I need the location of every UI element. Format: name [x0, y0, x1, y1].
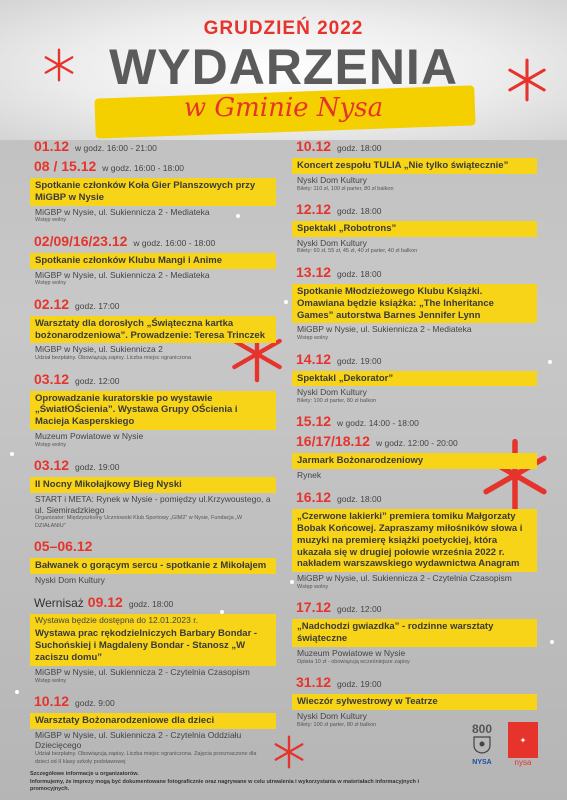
snowflake-icon — [272, 735, 306, 769]
header-subtitle: w Gminie Nysa — [183, 93, 384, 123]
event-item — [292, 138, 537, 193]
event-title: Warsztaty dla dorosłych „Świąteczna kartka bożonarodzeniowa”. Prowadzenie: Teresa Trinczek — [30, 316, 276, 344]
event-item — [292, 264, 537, 343]
footer — [30, 771, 450, 794]
event-title: Spektakl „Dekorator” — [292, 371, 537, 387]
event-location: Nyski Dom Kultury — [297, 237, 367, 248]
event-item — [30, 138, 276, 225]
event-note: Udział bezpłatny. Obowiązują zapisy. Liczba miejsc ograniczona. Zajęcia przeznaczone dla dzieci od II klasy szkoły podstawowej — [35, 751, 257, 765]
event-date-row — [30, 233, 276, 253]
event-date-row — [30, 457, 276, 477]
event-location: MiGBP w Nysie, ul. Sukiennicza 2 - Czytelnia Oddziału Dziecięcego — [35, 729, 242, 751]
event-item — [292, 351, 537, 406]
event-item — [30, 594, 276, 685]
event-date: 10.12 — [34, 692, 70, 709]
footer-info: Szczegółowe informacje u organizatorów. — [30, 771, 139, 777]
event-title: Spotkanie członków Koła Gier Planszowych przy MiGBP w Nysie — [30, 178, 276, 206]
event-note: Wstęp wolny — [297, 583, 329, 590]
event-date: 12.12 — [296, 200, 332, 217]
event-date-row — [292, 264, 537, 284]
event-title: Wieczór sylwestrowy w Teatrze — [292, 694, 537, 710]
event-title: Bałwanek o gorącym sercu - spotkanie z Mikołajem — [30, 558, 276, 574]
nysa-800-logo — [462, 722, 502, 770]
snowflake-icon — [505, 58, 549, 102]
event-date: 10.12 — [296, 138, 332, 154]
event-title: Koncert zespołu TULIA „Nie tylko świątecznie” — [292, 158, 537, 174]
event-date-row — [292, 599, 537, 619]
event-note: Organizator: Międzyszkolny Uczniowski Klub Sportowy „GIM2” w Nysie, Fundacja „W DZIAŁANIU” — [35, 515, 243, 529]
event-note: Wstęp wolny — [35, 441, 67, 448]
event-date: 13.12 — [296, 263, 332, 280]
logo-number: 800 — [471, 722, 493, 736]
event-location: MiGBP w Nysie, ul. Sukiennicza 2 - Czytelnia Czasopism — [35, 666, 250, 677]
header-title: WYDARZENIA — [109, 39, 458, 95]
event-item — [30, 457, 276, 530]
event-time: godz. 18:00 — [337, 268, 382, 279]
event-date: 05–06.12 — [34, 538, 93, 555]
event-time: godz. 18:00 — [128, 598, 174, 609]
event-location: MiGBP w Nysie, ul. Sukiennicza 2 - Mediateka — [297, 324, 472, 335]
event-note: Wstęp wolny — [297, 335, 329, 342]
right-column — [292, 138, 537, 737]
event-prefix: Wernisaż — [34, 595, 84, 610]
event-location: Rynek — [297, 470, 322, 481]
header-month: GRUDZIEŃ 2022 — [203, 18, 364, 39]
event-date: 03.12 — [34, 457, 70, 474]
event-date: 31.12 — [296, 674, 332, 691]
snowflake-icon — [42, 48, 76, 82]
logo-name: NYSA — [472, 759, 492, 766]
event-item — [292, 489, 537, 591]
event-date-row — [30, 158, 276, 178]
event-date: 16.12 — [296, 488, 332, 505]
event-note: Wstęp wolny — [35, 677, 67, 684]
event-title: Jarmark Bożonarodzeniowy — [292, 453, 537, 469]
event-date-row — [30, 371, 276, 391]
event-date: 09.12 — [87, 593, 123, 610]
event-time: godz. 12:00 — [337, 604, 382, 615]
event-title: Wystawa prac rękodzielniczych Barbary Bondar - Suchońskiej i Magdaleny Bondar - Stanosz „W zaciszu domu” — [30, 626, 276, 666]
event-item — [292, 413, 537, 481]
event-date: 14.12 — [296, 350, 332, 367]
event-date-row — [30, 296, 276, 316]
event-title: „Czerwone lakierki” premiera tomiku Małgorzaty Bobak Końcowej. Zapraszamy miłośników słowa i muzyki na premierę książki poetyckiej, która ukazała się w drugiej połowie września 2022 r. nakładem warszawskiego wydawnictwa Anagram — [292, 509, 537, 572]
event-location: Muzeum Powiatowe w Nysie — [297, 648, 406, 659]
event-note: Bilety: 100 zł parter, 80 zł balkon — [297, 398, 377, 405]
event-location: Muzeum Powiatowe w Nysie — [35, 431, 144, 442]
event-date: 03.12 — [34, 370, 70, 387]
event-location: MiGBP w Nysie, ul. Sukiennicza 2 - Mediateka — [35, 206, 210, 217]
event-date: 17.12 — [296, 599, 332, 616]
event-time: w godz. 12:00 - 20:00 — [375, 438, 458, 449]
event-time: godz. 19:00 — [75, 462, 120, 473]
event-time: godz. 12:00 — [75, 375, 120, 386]
event-note: Udział bezpłatny. Obowiązują zapisy. Liczba miejsc ograniczona — [35, 355, 192, 362]
event-time: godz. 18:00 — [337, 205, 382, 216]
nysa-brand-logo — [503, 722, 543, 770]
event-time: w godz. 16:00 - 21:00 — [75, 143, 157, 153]
event-date-row — [292, 433, 537, 453]
event-date: 02.12 — [34, 295, 70, 312]
event-note: Bilety: 110 zł, 100 zł parter, 80 zł balkon — [297, 185, 394, 192]
event-date-row — [292, 138, 537, 158]
event-location: Nyski Dom Kultury — [297, 387, 367, 398]
event-time: godz. 18:00 — [337, 143, 382, 153]
event-location: MiGBP w Nysie, ul. Sukiennicza 2 - Mediateka — [35, 269, 210, 280]
event-title: Warsztaty Bożonarodzeniowe dla dzieci — [30, 713, 276, 729]
event-time: w godz. 14:00 - 18:00 — [337, 418, 419, 429]
event-item — [292, 674, 537, 729]
event-item — [292, 599, 537, 666]
event-extra: Wystawa będzie dostępna do 12.01.2023 r. — [30, 614, 276, 627]
event-date: 16/17/18.12 — [296, 433, 370, 450]
event-item — [30, 371, 276, 450]
event-title: Oprowadzanie kuratorskie po wystawie „ŚwiatłOŚcienia”. Wystawa Grupy OŚcienia i Macieja Kasperskiego — [30, 391, 276, 431]
event-time: godz. 19:00 — [337, 679, 382, 690]
event-date-row — [292, 351, 537, 371]
event-date: 15.12 — [296, 413, 332, 430]
event-time: godz. 17:00 — [75, 300, 120, 311]
event-title: „Nadchodzi gwiazdka” - rodzinne warsztaty świąteczne — [292, 619, 537, 647]
event-date-row — [292, 201, 537, 221]
event-location: MiGBP w Nysie, ul. Sukiennicza 2 - Czytelnia Czasopism — [297, 573, 512, 584]
event-location: Nyski Dom Kultury — [35, 575, 105, 586]
event-item — [30, 693, 276, 766]
event-title: II Nocny Mikołajkowy Bieg Nyski — [30, 477, 276, 493]
event-location: Nyski Dom Kultury — [297, 711, 367, 722]
event-date-row — [30, 693, 276, 713]
event-date-row — [292, 489, 537, 509]
event-date-row — [30, 138, 276, 158]
event-note: Bilety: 100 zł parter, 80 zł balkon — [297, 721, 377, 728]
event-item — [292, 201, 537, 256]
event-time: w godz. 16:00 - 18:00 — [102, 163, 185, 173]
event-time: w godz. 16:00 - 18:00 — [133, 237, 216, 248]
event-item — [30, 538, 276, 586]
event-location: MiGBP w Nysie, ul. Sukiennicza 2 — [35, 344, 163, 355]
event-date-row — [292, 674, 537, 694]
event-note: Bilety: 60 zł, 55 zł, 45 zł, 40 zł parter, 40 zł balkon — [297, 248, 418, 255]
event-location: Nyski Dom Kultury — [297, 174, 367, 185]
logo-brand-name: nysa — [514, 758, 532, 767]
event-item — [30, 296, 276, 363]
event-time: godz. 9:00 — [75, 697, 115, 708]
event-date-row — [30, 594, 276, 614]
footer-disclaimer: Informujemy, że imprezy mogą być dokumentowane fotograficznie oraz nagrywane w celu utrwalenia i wykorzystania w materiałach informacyjnych i promocyjnych. — [30, 778, 419, 793]
event-title: Spotkanie członków Klubu Mangi i Anime — [30, 253, 276, 269]
event-date-row — [30, 538, 276, 558]
event-date: 02/09/16/23.12 — [34, 232, 128, 249]
event-location: START i META: Rynek w Nysie - pomiędzy ul.Krzywoustego, a ul. Siemiradzkiego — [35, 494, 271, 515]
event-item — [30, 233, 276, 288]
event-note: Opłata 10 zł - obowiązują wcześniejsze zapisy — [297, 658, 410, 665]
event-date: 08 / 15.12 — [34, 158, 97, 174]
coat-of-arms-icon — [472, 736, 492, 754]
event-time: godz. 18:00 — [337, 493, 382, 504]
event-date: 01.12 — [34, 138, 70, 154]
event-note: Wstęp wolny — [35, 217, 67, 224]
event-time: godz. 19:00 — [337, 355, 382, 366]
event-title: Spotkanie Młodzieżowego Klubu Książki. Omawiana będzie książka: „The Inheritance Games” autorstwa Barnes Jennifer Lynn — [292, 284, 537, 324]
event-date-row — [292, 413, 537, 433]
event-note: Wstęp wolny — [35, 280, 67, 287]
event-title: Spektakl „Robotrons” — [292, 221, 537, 237]
brand-mark-icon: ✦ — [508, 722, 538, 758]
left-column — [30, 138, 276, 774]
header — [0, 0, 567, 140]
